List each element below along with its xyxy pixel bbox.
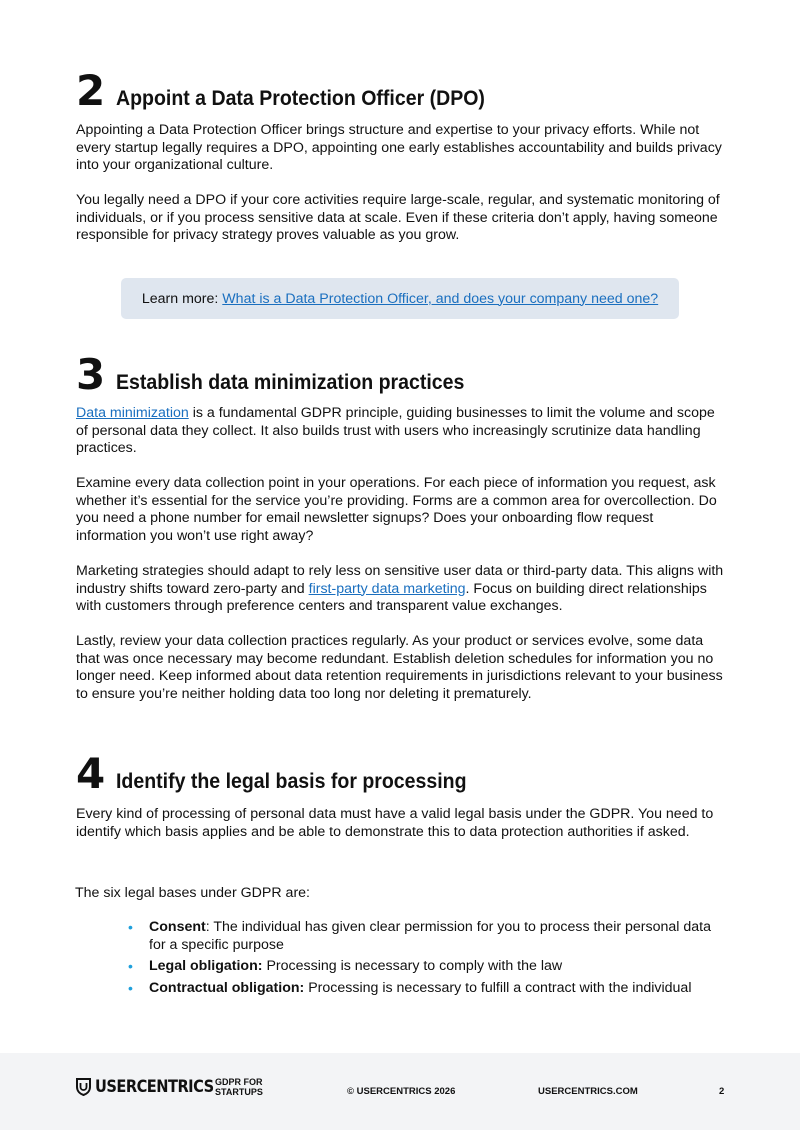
usercentrics-logo <box>76 1077 233 1097</box>
section-number: 2 <box>76 66 105 115</box>
section-title: Appoint a Data Protection Officer (DPO) <box>116 87 486 110</box>
paragraph-text: . Focus on building direct relationships with customers through preference centers and transparent value exchanges. <box>76 580 707 615</box>
page-number: 2 <box>719 1086 725 1097</box>
list-item-term: Contractual obligation: <box>149 979 305 996</box>
list-item-text: Processing is necessary to comply with the law <box>262 958 563 975</box>
list-item <box>126 958 726 976</box>
bullet-icon: • <box>128 919 133 935</box>
paragraph <box>76 563 726 616</box>
section-title: Establish data minimization practices <box>116 371 465 394</box>
list-item-term: Consent <box>149 919 206 935</box>
legal-bases-list <box>126 919 726 1001</box>
section-3-heading <box>76 350 491 399</box>
logo-text: USERCENTRICS <box>95 1077 214 1097</box>
first-party-data-link[interactable]: first-party data marketing <box>308 580 466 597</box>
paragraph: Every kind of processing of personal data must have a valid legal basis under the GDPR. You need to identify which basis applies and be able to demonstrate this to data protection authorities if asked. <box>76 806 714 840</box>
document-label: GDPR FOR STARTUPS <box>215 1077 263 1097</box>
paragraph: Examine every data collection point in your operations. For each piece of information you request, ask whether it’s essential for the service you’re providing. Forms are a common area for overcollection. Do you need a phone number for email newsletter signups? Does your onboarding flow request information you won’t use right away? <box>76 475 717 544</box>
paragraph: Appointing a Data Protection Officer brings structure and expertise to your privacy efforts. While not every startup legally requires a DPO, appointing one early establishes accountability and builds privacy into your organizational culture. <box>76 122 722 174</box>
list-item <box>126 980 726 998</box>
list-item-term: Legal obligation: <box>149 958 263 975</box>
learn-more-callout <box>121 278 679 319</box>
section-2-heading <box>76 66 513 115</box>
paragraph: You legally need a DPO if your core activities require large-scale, regular, and systematic monitoring of individuals, or if you process sensitive data at scale. Even if these criteria don’t apply, having someone responsible for privacy strategy proves valuable as you grow. <box>76 192 720 244</box>
paragraph-text: Marketing strategies should adapt to rely less on sensitive user data or third-party data. This aligns with industry shifts toward zero-party and <box>76 563 724 597</box>
bullet-icon: • <box>128 958 133 975</box>
paragraph <box>76 405 726 458</box>
dpo-article-link[interactable]: What is a Data Protection Officer, and does your company need one? <box>222 290 659 307</box>
callout-prefix: Learn more: <box>141 290 223 307</box>
section-number: 4 <box>76 749 105 798</box>
website: USERCENTRICS.COM <box>538 1086 638 1097</box>
list-item <box>126 919 726 954</box>
paragraph: The six legal bases under GDPR are: <box>75 885 310 901</box>
data-minimization-link[interactable]: Data minimization <box>76 405 189 421</box>
shield-icon <box>76 1078 91 1096</box>
section-title: Identify the legal basis for processing <box>116 770 467 793</box>
list-item-text: Processing is necessary to fulfill a contract with the individual <box>304 979 692 996</box>
paragraph: Lastly, review your data collection practices regularly. As your product or services evolve, some data that was once necessary may become redundant. Establish deletion schedules for information you no longer need. Keep informed about data retention requirements in jurisdictions relevant to your business to ensure you’re neither holding data too long nor deleting it prematurely. <box>76 633 723 702</box>
list-item-text: : The individual has given clear permission for you to process their personal data for a specific purpose <box>149 919 711 953</box>
section-4-heading <box>76 749 493 798</box>
section-number: 3 <box>76 350 105 399</box>
copyright: © USERCENTRICS 2026 <box>347 1086 456 1097</box>
paragraph-text: is a fundamental GDPR principle, guiding businesses to limit the volume and scope of personal data they collect. It also builds trust with users who increasingly scrutinize data handling practices. <box>76 405 715 457</box>
bullet-icon: • <box>128 979 133 996</box>
